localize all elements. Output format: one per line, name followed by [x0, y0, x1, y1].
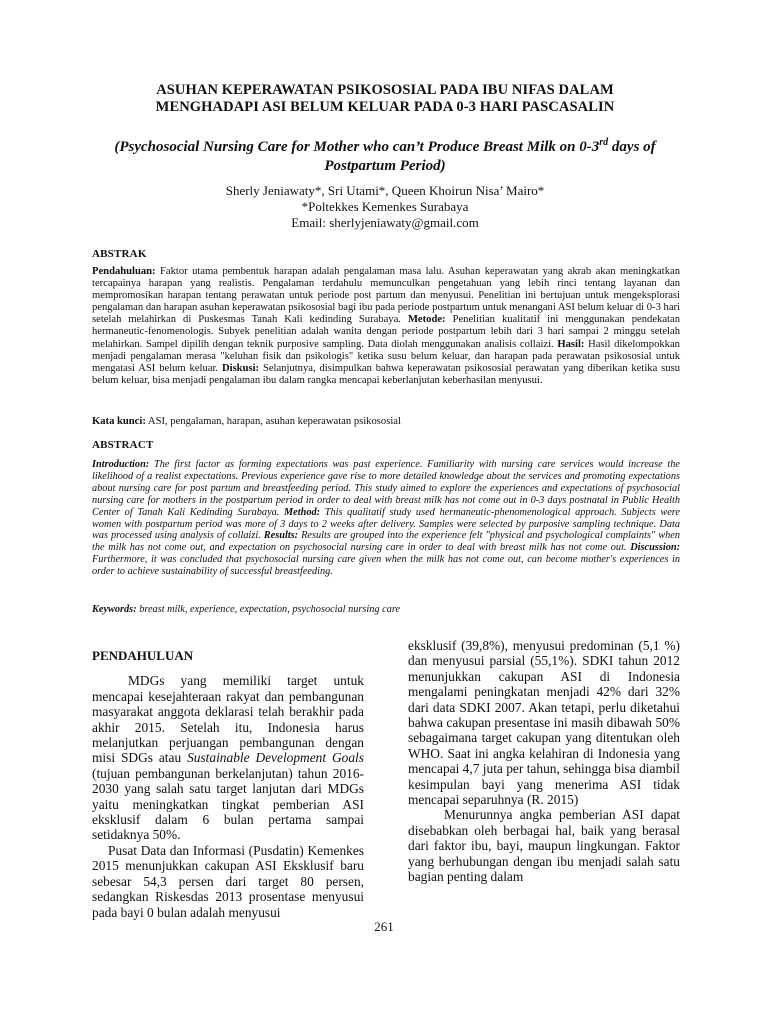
- english-title-line-2: Postpartum Period): [324, 158, 446, 174]
- keywords: Keywords: breast milk, experience, expectation, psychosocial nursing care: [92, 604, 401, 615]
- author-block: [100, 183, 670, 231]
- title-line-1: ASUHAN KEPERAWATAN PSIKOSOSIAL PADA IBU NIFAS DALAM: [156, 82, 614, 98]
- pendahuluan-heading: PENDAHULUAN: [92, 648, 194, 663]
- right-column: [408, 638, 680, 885]
- left-paragraph-1: MDGs yang memiliki target untuk mencapai kesejahteraan rakyat dan pembangunan masyarakat anggota deklarasi telah berakhir pada akhir 2015. Setelah itu, Indonesia harus melanjutkan perjuangan pembangunan dengan misi SDGs atau Sustainable Development Goals (tujuan pembangunan berkelanjutan) tahun 2016-2030 yang salah satu target lanjutan dari MDGs yaitu meningkatkan tingkat pemberian ASI eksklusif dalam 6 bulan pertama sampai setidaknya 50%.: [92, 673, 364, 843]
- affiliation: *Poltekkes Kemenkes Surabaya: [301, 199, 469, 214]
- abstrak-text: Pendahuluan: Faktor utama pembentuk harapan adalah pengalaman masa lalu. Asuhan keperawatan yang akrab akan meningkatkan tercapainya harapan yang realistis. Pengalaman terdahulu memunculkan pengetahuan yang lebih rinci tentang layanan dan mempromosikan harapan tentang perawatan untuk periode post partum dan menyusui. Penelitian ini bertujuan untuk mengeksplorasi pengalaman dan harapan asuhan keperawatan psikososial bagi ibu pada periode postpartum untuk menangani ASI belum keluar di 0-3 hari setelah melahirkan di Puskesmas Tanah Kali kedinding Surabaya. Metode: Penelitian kualitatif ini menggunakan pendekatan hermaneutic-fenomenologis. Subyek penelitian adalah wanita dengan periode postpartum lebih dari 3 hari sampai 2 minggu setelah melahirkan. Sampel dipilih dengan teknik purposive sampling. Data diolah menggunakan analisis collaizi. Hasil: Hasil dikelompokkan menjadi pengalaman merasa "keluhan fisik dan psikologis" ketika susu belum keluar, dan harapan pada perawatan psikososial untuk mengatasi ASI belum keluar. Diskusi: Selanjutnya, disimpulkan bahwa keperawatan psikososial perawatan yang diberikan ketika susu belum keluar, bisa menjadi pengalaman ibu dalam rangka mencapai keberlanjutan keberhasilan menyusui.: [92, 266, 680, 386]
- left-column: [92, 648, 364, 920]
- kata-kunci: Kata kunci: ASI, pengalaman, harapan, asuhan keperawatan psikososial: [92, 416, 401, 427]
- left-paragraph-2: Pusat Data dan Informasi (Pusdatin) Kemenkes 2015 menunjukkan cakupan ASI Eksklusif baru sebesar 54,3 persen dari target 80 persen, sedangkan Riskesdas 2013 prosentase menyusui pada bayi 0 bulan adalah menyusui: [92, 842, 364, 920]
- authors: Sherly Jeniawaty*, Sri Utami*, Queen Khoirun Nisa’ Mairo*: [225, 183, 545, 198]
- abstract-text: Introduction: The first factor as forming expectations was past experience. Familiarity with nursing care services would increase the likelihood of a realist expectations. Previous experience gave rise to more detailed knowledge about the services and promoting expectations about nursing care for post partum and breastfeeding period. This study aimed to explore the experiences and expectations of psychosocial nursing care for mothers in the postpartum period in order to deal with breast milk has not come out in 0-3 days postnatal in Public Health Center of Tanah Kali Kedinding Surabaya. Method: This qualitatif study used hermaneutic-phenomenological approach. Subjects were women with postpartum period was more of 3 days to 2 weeks after delivery. Samples were selected by purposive sampling technique. Data was processed using analysis of collaizi. Results: Results are grouped into the experience felt "physical and psychological complaints" when the milk has not come out, and expectation on psychosocial nursing care in order to deal with breast milk has not come out. Discussion: Furthermore, it was concluded that psychosocial nursing care given when the milk has not come out, can become mother's experiences in order to achieve sustainability of successful breastfeeding.: [92, 459, 680, 578]
- right-paragraph-2: Menurunnya angka pemberian ASI dapat disebabkan oleh berbagai hal, baik yang berasal dari faktor ibu, bayi, maupun lingkungan. Faktor yang berhubungan dengan ibu menjadi salah satu bagian penting dalam: [408, 807, 680, 885]
- english-title: [95, 133, 675, 176]
- paper-title: [100, 82, 670, 116]
- page-number: 261: [374, 919, 394, 934]
- english-title-line-1: (Psychosocial Nursing Care for Mother who can’t Produce Breast Milk on 0-3rd days of: [114, 137, 656, 155]
- abstract-heading: ABSTRACT: [92, 439, 154, 451]
- email: Email: sherlyjeniawaty@gmail.com: [291, 215, 479, 230]
- title-line-2: MENGHADAPI ASI BELUM KELUAR PADA 0-3 HARI PASCASALIN: [155, 99, 615, 115]
- right-paragraph-1: eksklusif (39,8%), menyusui predominan (5,1 %) dan menyusui parsial (55,1%). SDKI tahun 2012 menunjukkan cakupan ASI di Indonesia mengalami peningkatan menjadi 42% dari 32% dari data SDKI 2007. Akan tetapi, perlu diketahui bahwa cakupan presentase ini masih dibawah 50% sebagaimana target cakupan yang ditentukan oleh WHO. Saat ini angka kelahiran di Indonesia yang mencapai 4,7 juta per tahun, sehingga bisa diambil kesimpulan bayi yang menerima ASI tidak mencapai separuhnya (R. 2015): [408, 638, 680, 808]
- abstrak-heading: ABSTRAK: [92, 248, 147, 260]
